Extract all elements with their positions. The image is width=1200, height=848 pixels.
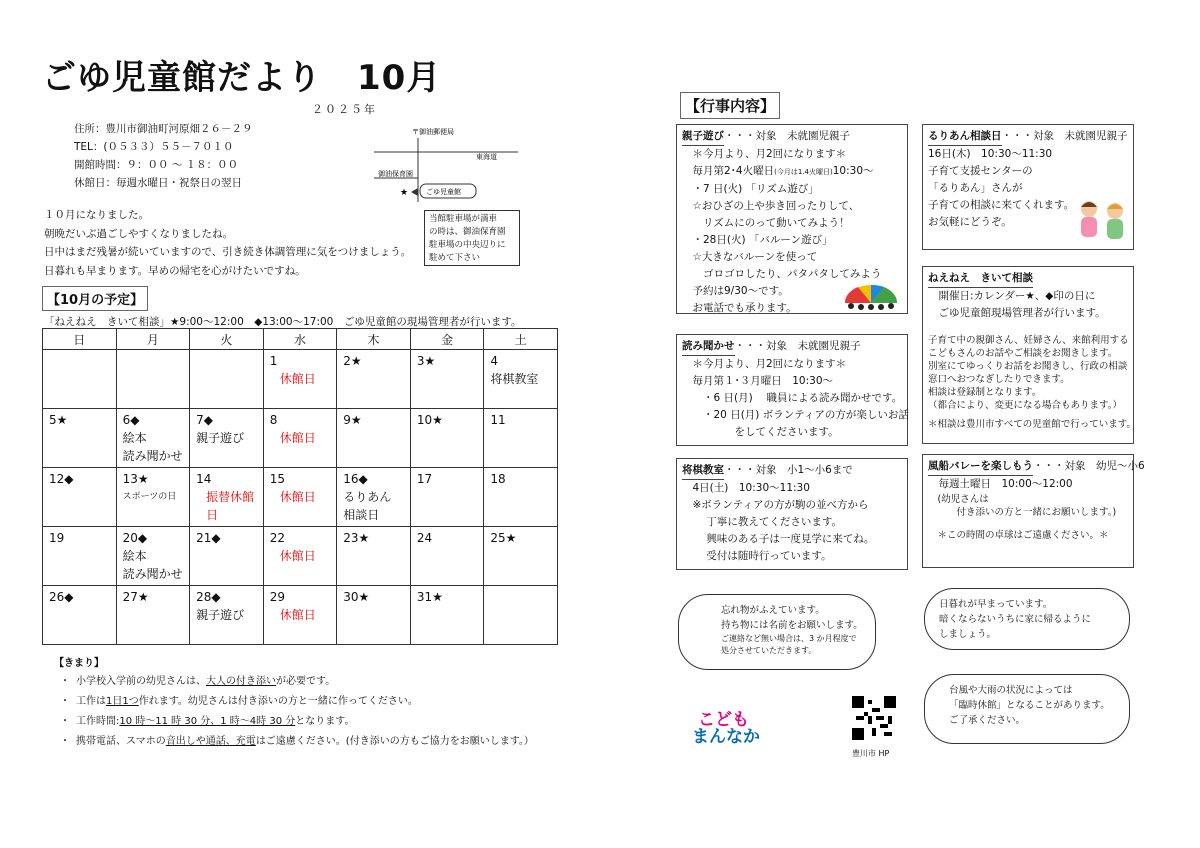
- rule-item: [60, 672, 534, 692]
- weekday-header: 日: [43, 329, 117, 350]
- notice-lost-items: 忘れ物がふえています。 持ち物には名前をお願いします。 ご連絡など無い場合は、3 か月程度で 処分させていただきます。: [678, 594, 876, 670]
- counselor-illustration: [1075, 197, 1129, 243]
- map-star-icon: ★: [400, 188, 409, 198]
- rule-text: 携帯電話、スマホの: [76, 736, 166, 747]
- day-event: 休館日: [279, 549, 316, 563]
- year: ２０２５年: [312, 103, 377, 116]
- day-number: 22: [269, 531, 285, 545]
- day-event: 絵本: [122, 431, 147, 445]
- events-heading: 【行事内容】: [680, 92, 780, 119]
- calendar-day: [484, 409, 558, 468]
- day-number: 19: [49, 531, 65, 545]
- rule-text: 10 時～11 時 30 分、1 時～4時 30 分: [119, 716, 296, 727]
- calendar-day: [337, 350, 411, 409]
- parachute-balloon-illustration: [841, 277, 901, 311]
- weekday-header: 水: [263, 329, 337, 350]
- day-number: 29: [269, 590, 285, 604]
- day-number: 6◆: [122, 413, 140, 427]
- qr-code-icon: [852, 696, 896, 740]
- calendar-week: [43, 527, 558, 586]
- bullet-icon: ・: [60, 676, 70, 687]
- calendar-day: [484, 350, 558, 409]
- notice-typhoon: 台風や大雨の状況によっては 「臨時休館」となることがあります。 ご了承ください。: [924, 674, 1130, 744]
- calendar-week: [43, 350, 558, 409]
- rules-list: [60, 672, 534, 752]
- calendar-day: [190, 409, 264, 468]
- map-nursery: 御油保育園: [378, 170, 413, 178]
- calendar-day: [43, 350, 117, 409]
- opening-hours: 開館時間：９：００ ～ １８：００: [74, 159, 239, 171]
- weekday-header: 土: [484, 329, 558, 350]
- event-oyako: 親子遊び・・・対象 未就園児親子 ＊今月より、月2回になります＊ 毎月第2･4火曜日(今月は1.4火曜日)10:30～ ・7 日(火) 「リズム遊び」 ☆おひざの上や歩き回ったりして、 リズムにのって動いてみよう！ ・28日(火) 「バルーン遊び」 ☆大きなバルーンを使って ゴロゴロしたり、パタパタしてみよう 予約は9/30～です。 お電話でも承ります。: [676, 124, 908, 314]
- weekday-header: 金: [410, 329, 484, 350]
- day-event: 親子遊び: [196, 608, 245, 622]
- october-calendar: [42, 328, 558, 645]
- calendar-day: [263, 527, 337, 586]
- qr-caption: 豊川市 HP: [852, 749, 890, 758]
- event-ruri: るりあん相談日・・・対象 未就園児親子 16日(木) 10:30～11:30 子育て支援センターの 「るりあん」さんが 子育ての相談に来てくれます。 お気軽にどうぞ。: [922, 124, 1134, 250]
- day-number: 14: [196, 472, 212, 486]
- day-number: 21◆: [196, 531, 221, 545]
- day-event: 読み聞かせ: [122, 449, 183, 463]
- day-number: 9★: [343, 413, 362, 427]
- day-number: 15: [269, 472, 285, 486]
- day-event: 相談日: [343, 508, 380, 522]
- calendar-day: [43, 468, 117, 527]
- weekday-header: 木: [337, 329, 411, 350]
- event-balloon-title: 風船バレーを楽しもう: [928, 458, 1033, 476]
- rule-text: 作れます。幼児さんは付き添いの方と一緒に作ってください。: [138, 696, 418, 707]
- kodomo-mannaka-logo: こども まんなか: [692, 710, 760, 747]
- calendar-day: [116, 586, 190, 645]
- day-event: 読み聞かせ: [122, 567, 183, 581]
- calendar-day: [116, 527, 190, 586]
- page-title: ごゆ児童館だより 10月: [42, 58, 442, 98]
- day-event: 休館日: [279, 608, 316, 622]
- calendar-day: [190, 586, 264, 645]
- day-event: 休館日: [279, 372, 316, 386]
- calendar-day: [190, 350, 264, 409]
- intro-text: １０月になりました。 朝晩だいぶ過ごしやすくなりましたね。 日中はまだ残暑が続いていますので、引き続き体調管理に気をつけましょう。 日暮れも早まります。早めの帰宅を心がけたいですね。: [44, 209, 412, 277]
- day-number: 1: [269, 354, 278, 368]
- calendar-day: [263, 350, 337, 409]
- calendar-day: [484, 468, 558, 527]
- rule-item: [60, 712, 534, 732]
- calendar-day: [190, 527, 264, 586]
- day-number: 8: [269, 413, 278, 427]
- day-number: 27★: [122, 590, 149, 604]
- event-nene-title: ねえねえ きいて相談: [928, 270, 1033, 288]
- rule-text: 1日1つ: [106, 696, 139, 707]
- day-number: 24: [416, 531, 433, 545]
- map-post-office: 〒御油郵便局: [412, 128, 454, 136]
- day-number: 2★: [343, 354, 362, 368]
- day-number: 3★: [416, 354, 436, 368]
- rule-text: はご遠慮ください。(付き添いの方もご協力をお願いします。）: [255, 736, 534, 747]
- event-shogi: 将棋教室・・・対象 小1～小6まで 4日(土) 10:30～11:30 ※ボランティアの方が駒の並べ方から 丁寧に教えてくださいます。 興味のある子は一度見学に来てね。 受付は随時行っています。: [676, 458, 908, 570]
- day-number: 5★: [49, 413, 68, 427]
- day-number: 11: [490, 413, 506, 427]
- calendar-day: [43, 586, 117, 645]
- schedule-legend: 「ねえねえ きいて相談」★9:00～12:00 ◆13:00～17:00 ごゆ児童館の現場管理者が行います。: [44, 316, 522, 328]
- calendar-day: [337, 409, 411, 468]
- day-event: スポーツの日: [122, 492, 177, 502]
- calendar-week: [43, 409, 558, 468]
- day-event: 休館日: [279, 490, 316, 504]
- day-number: 7◆: [196, 413, 213, 427]
- event-yomikikase-title: 読み聞かせ: [682, 338, 735, 356]
- calendar-day: [43, 409, 117, 468]
- map-building: ごゆ児童館: [426, 188, 461, 196]
- calendar-day: [116, 468, 190, 527]
- weekday-header: 火: [190, 329, 264, 350]
- rule-item: [60, 692, 534, 712]
- day-number: 13★: [122, 472, 149, 486]
- rule-text: 大人の付き添い: [206, 676, 276, 687]
- calendar-day: [410, 527, 484, 586]
- event-shogi-title: 将棋教室: [682, 462, 724, 480]
- map-road: 東海道: [476, 153, 497, 161]
- access-map: [368, 124, 528, 202]
- closed-days: 休館日：毎週水曜日・祝祭日の翌日: [74, 177, 242, 189]
- day-number: 20◆: [122, 531, 148, 545]
- facility-info: [74, 120, 253, 192]
- event-balloon: 風船バレーを楽しもう・・・対象 幼児～小6 毎週土曜日 10:00～12:00 (幼児さんは 付き添いの方と一緒にお願いします。) ＊この時間の卓球はご遠慮ください。＊: [922, 454, 1134, 568]
- day-number: 30★: [343, 590, 370, 604]
- calendar-day: [263, 586, 337, 645]
- day-number: 26◆: [49, 590, 74, 604]
- day-event: 休館日: [279, 431, 316, 445]
- weekday-header: 月: [116, 329, 190, 350]
- rule-text: となります。: [295, 716, 355, 727]
- calendar-day: [43, 527, 117, 586]
- event-oyako-title: 親子遊び: [682, 128, 724, 146]
- day-event: るりあん: [343, 490, 392, 504]
- calendar-day: [484, 527, 558, 586]
- calendar-day: [484, 586, 558, 645]
- day-number: 16◆: [343, 472, 368, 486]
- calendar-day: [263, 409, 337, 468]
- schedule-heading: 【10月の予定】: [42, 286, 148, 311]
- event-nene: ねえねえ きいて相談 開催日:カレンダー★、◆印の日に ごゆ児童館現場管理者が行います。 子育て中の親御さん、妊婦さん、来館利用する こどもさんのお話やご相談をお聞きします。 別室にてゆっくりお話をお聞きし、行政の相談 窓口へおつなぎしたりできます。 相談は登録制となります。 （都合により、変更になる場合もあります。） ＊相談は豊川市すべての児童館で行っています。: [922, 266, 1134, 444]
- day-event: 親子遊び: [196, 431, 245, 445]
- day-number: 28◆: [196, 590, 221, 604]
- address: 住所：豊川市御油町河原畑２６－２９: [74, 123, 253, 135]
- calendar-day: [263, 468, 337, 527]
- day-number: 12◆: [49, 472, 74, 486]
- day-number: 25★: [490, 531, 517, 545]
- calendar-day: [410, 586, 484, 645]
- rule-text: 工作時間:: [76, 716, 120, 727]
- rule-text: 工作は: [76, 696, 106, 707]
- day-number: 4: [490, 354, 499, 368]
- calendar-day: [116, 350, 190, 409]
- day-number: 10★: [416, 413, 443, 427]
- calendar-day: [337, 586, 411, 645]
- bullet-icon: ・: [60, 716, 70, 727]
- day-number: 18: [490, 472, 506, 486]
- day-event: 振替休館日: [206, 490, 255, 522]
- calendar-week: [43, 468, 558, 527]
- rule-item: [60, 732, 534, 752]
- calendar-day: [337, 468, 411, 527]
- rules-heading: 【きまり】: [54, 658, 104, 669]
- calendar-day: [190, 468, 264, 527]
- parking-note: 当館駐車場が満車 の時は、御油保育園 駐車場の中央辺りに 駐めて下さい: [424, 210, 520, 266]
- bullet-icon: ・: [60, 696, 70, 707]
- calendar-day: [410, 409, 484, 468]
- notice-dusk: 日暮れが早まっています。 暗くならないうちに家に帰るように しましょう。: [924, 588, 1130, 650]
- day-number: 17: [416, 472, 433, 486]
- event-ruri-title: るりあん相談日: [928, 128, 1002, 146]
- phone: TEL：(０５３３）５５－７０１０: [74, 141, 234, 153]
- rule-text: 音出しや通話、充電: [165, 736, 256, 747]
- calendar-week: [43, 586, 558, 645]
- rule-text: が必要です。: [276, 676, 336, 687]
- bullet-icon: ・: [60, 736, 70, 747]
- calendar-day: [116, 409, 190, 468]
- rule-text: 小学校入学前の幼児さんは、: [76, 676, 206, 687]
- calendar-day: [410, 350, 484, 409]
- calendar-day: [337, 527, 411, 586]
- day-event: 将棋教室: [490, 372, 539, 386]
- day-number: 23★: [343, 531, 370, 545]
- day-event: 絵本: [122, 549, 147, 563]
- day-number: 31★: [416, 590, 443, 604]
- calendar-day: [410, 468, 484, 527]
- event-yomikikase: 読み聞かせ・・・対象 未就園児親子 ＊今月より、月2回になります＊ 毎月第１･３月曜日 10:30～ ・6 日(月) 職員による読み聞かせです。 ・20 日(月) ボランティアの方が楽しいお話 をしてくださいます。: [676, 334, 908, 446]
